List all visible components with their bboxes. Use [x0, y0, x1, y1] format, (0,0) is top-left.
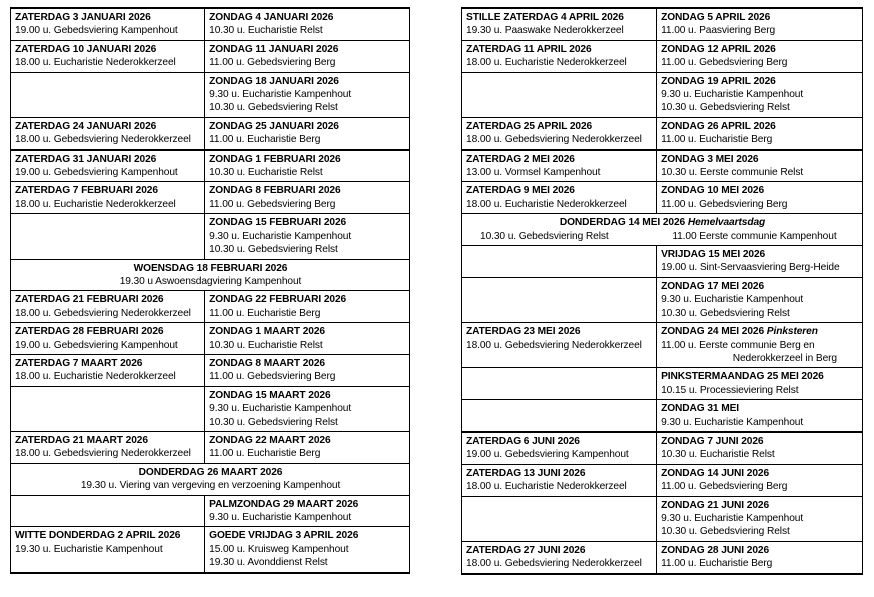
schedule-cell-saturday	[462, 117, 657, 149]
schedule-date-header: DONDERDAG 26 MAART 2026	[138, 466, 283, 478]
schedule-event: 11.00 u. Gebedsviering Berg	[661, 198, 788, 210]
schedule-event: 10.30 u. Eucharistie Relst	[209, 339, 323, 351]
schedule-event: 18.00 u. Gebedsviering Nederokkerzeel	[15, 448, 191, 460]
schedule-cell-sunday	[205, 117, 410, 149]
date-text: ZONDAG 24 MEI 2026	[661, 326, 767, 338]
schedule-cell-sunday	[657, 150, 863, 182]
schedule-cell-full	[11, 259, 410, 291]
schedule-cell-sunday	[657, 496, 863, 541]
schedule-date-header: ZATERDAG 28 FEBRUARI 2026	[15, 326, 164, 338]
feast-name: Hemelvaartsdag	[687, 217, 766, 229]
schedule-date-header: WITTE DONDERDAG 2 APRIL 2026	[15, 530, 181, 542]
table-row	[462, 496, 863, 541]
schedule-date-header: PALMZONDAG 29 MAART 2026	[209, 498, 359, 510]
schedule-cell-saturday	[462, 150, 657, 182]
schedule-table-left	[10, 7, 410, 574]
schedule-cell-saturday	[462, 464, 657, 496]
schedule-cell-saturday	[11, 117, 205, 149]
schedule-event: 11.00 Eerste communie Kampenhout	[672, 230, 837, 242]
schedule-cell-saturday	[11, 182, 205, 214]
schedule-cell-sunday	[205, 182, 410, 214]
schedule-date-header: ZONDAG 8 MAART 2026	[209, 357, 325, 369]
schedule-cell-sunday	[657, 277, 863, 322]
schedule-event: 9.30 u. Eucharistie Kampenhout	[661, 416, 804, 428]
schedule-date-header: ZATERDAG 31 JANUARI 2026	[15, 153, 157, 165]
schedule-date-header: ZONDAG 19 APRIL 2026	[661, 75, 776, 87]
schedule-event: 15.00 u. Kruisweg Kampenhout	[209, 543, 349, 555]
schedule-cell-saturday	[11, 495, 205, 527]
schedule-cell-saturday	[11, 40, 205, 72]
schedule-date-header: ZATERDAG 23 MEI 2026	[466, 326, 581, 338]
schedule-cell-saturday	[462, 277, 657, 322]
schedule-date-header: ZONDAG 5 APRIL 2026	[661, 12, 771, 23]
schedule-cell-saturday	[11, 214, 205, 259]
schedule-cell-sunday	[657, 368, 863, 400]
schedule-date-header: ZONDAG 10 MEI 2026	[661, 185, 765, 197]
schedule-date-header: ZONDAG 14 JUNI 2026	[661, 467, 770, 479]
schedule-event: 11.00 u. Gebedsviering Berg	[661, 481, 788, 493]
table-row	[11, 214, 410, 259]
schedule-event: 11.00 u. Eucharistie Berg	[209, 307, 321, 319]
schedule-date-header: ZONDAG 22 FEBRUARI 2026	[209, 294, 347, 306]
schedule-event: 19.00 u. Gebedsviering Kampenhout	[15, 339, 178, 351]
table-row	[11, 40, 410, 72]
schedule-date-header: PINKSTERMAANDAG 25 MEI 2026	[661, 371, 824, 383]
schedule-date-header: ZATERDAG 7 MAART 2026	[15, 357, 143, 369]
schedule-event: 18.00 u. Eucharistie Nederokkerzeel	[15, 57, 176, 69]
schedule-date-header: ZATERDAG 9 MEI 2026	[466, 185, 575, 197]
schedule-cell-saturday	[11, 354, 205, 386]
table-row	[11, 431, 410, 463]
schedule-date-header: STILLE ZATERDAG 4 APRIL 2026	[466, 12, 624, 23]
schedule-cell-sunday	[657, 464, 863, 496]
schedule-event: 19.30 u. Eucharistie Kampenhout	[15, 543, 163, 555]
schedule-date-header: ZATERDAG 7 FEBRUARI 2026	[15, 185, 158, 197]
schedule-cell-sunday	[657, 117, 863, 149]
table-row	[462, 72, 863, 117]
schedule-event: 19.30 u. Paaswake Nederokkerzeel	[466, 25, 624, 37]
schedule-date-header: ZONDAG 31 MEI	[661, 403, 740, 415]
schedule-event: 19.00 u. Gebedsviering Kampenhout	[15, 25, 178, 37]
table-row	[11, 354, 410, 386]
schedule-event: 9.30 u. Eucharistie Kampenhout	[209, 230, 352, 242]
schedule-cell-sunday	[657, 182, 863, 214]
schedule-cell-saturday	[462, 72, 657, 117]
schedule-event: 10.30 u. Gebedsviering Relst	[209, 244, 338, 256]
table-row	[462, 323, 863, 368]
schedule-cell-sunday	[205, 8, 410, 40]
schedule-cell-sunday	[205, 386, 410, 431]
table-row	[11, 291, 410, 323]
schedule-event: 18.00 u. Eucharistie Nederokkerzeel	[15, 198, 176, 210]
schedule-event: 9.30 u. Eucharistie Kampenhout	[209, 512, 352, 523]
table-row	[11, 150, 410, 182]
schedule-date-header: ZATERDAG 24 JANUARI 2026	[15, 120, 157, 132]
schedule-cell-sunday	[205, 431, 410, 463]
schedule-cell-saturday	[11, 291, 205, 323]
schedule-date-header: ZATERDAG 10 JANUARI 2026	[15, 43, 157, 55]
schedule-date-header: ZONDAG 15 MAART 2026	[209, 389, 331, 401]
schedule-date-header: ZATERDAG 21 FEBRUARI 2026	[15, 294, 164, 306]
table-row	[462, 368, 863, 400]
table-row	[462, 182, 863, 214]
schedule-event: 10.30 u. Eerste communie Relst	[661, 167, 804, 179]
table-row	[462, 40, 863, 72]
schedule-cell-saturday	[11, 150, 205, 182]
table-row	[462, 541, 863, 573]
schedule-date-header: ZONDAG 4 JANUARI 2026	[209, 12, 334, 23]
schedule-date-header: ZONDAG 1 MAART 2026	[209, 326, 325, 338]
schedule-event: 11.00 u. Eucharistie Berg	[209, 448, 321, 460]
schedule-event: 11.00 u. Gebedsviering Berg	[661, 57, 788, 69]
schedule-date-header: ZONDAG 15 FEBRUARI 2026	[209, 217, 347, 229]
schedule-event: 19.30 u Aswoensdagviering Kampenhout	[119, 275, 302, 287]
schedule-event: 11.00 u. Paasviering Berg	[661, 25, 776, 37]
schedule-event: 11.00 u. Eerste communie Berg en	[661, 339, 815, 351]
schedule-date-header: ZONDAG 28 JUNI 2026	[661, 544, 770, 556]
table-row	[462, 432, 863, 464]
table-row	[11, 8, 410, 40]
schedule-cell-saturday	[462, 400, 657, 432]
schedule-event: 18.00 u. Gebedsviering Nederokkerzeel	[15, 307, 191, 319]
schedule-cell-sunday	[205, 323, 410, 355]
schedule-date-header: ZONDAG 1 FEBRUARI 2026	[209, 153, 341, 165]
schedule-event: 19.00 u. Gebedsviering Kampenhout	[466, 449, 629, 461]
schedule-event: 10.30 u. Eucharistie Relst	[661, 449, 775, 461]
schedule-event: 9.30 u. Eucharistie Kampenhout	[209, 403, 352, 415]
schedule-cell-sunday	[205, 291, 410, 323]
schedule-cell-saturday	[462, 246, 657, 278]
schedule-date-header: ZONDAG 7 JUNI 2026	[661, 435, 764, 447]
schedule-event: 11.00 u. Eucharistie Berg	[209, 134, 321, 146]
schedule-event: 10.15 u. Processieviering Relst	[661, 384, 799, 396]
schedule-date-header	[661, 325, 859, 338]
table-row	[11, 259, 410, 291]
schedule-event: 11.00 u. Gebedsviering Berg	[209, 198, 336, 210]
date-text: DONDERDAG 14 MEI 2026	[559, 217, 688, 229]
schedule-event-continued: Nederokkerzeel in Berg	[732, 352, 837, 364]
schedule-cell-sunday	[205, 40, 410, 72]
table-row	[11, 323, 410, 355]
schedule-cell-saturday	[11, 323, 205, 355]
schedule-event: 18.00 u. Gebedsviering Nederokkerzeel	[15, 134, 191, 146]
schedule-cell-sunday	[205, 72, 410, 117]
schedule-event: 10.30 u. Eucharistie Relst	[209, 167, 323, 179]
schedule-date-header: ZONDAG 25 JANUARI 2026	[209, 120, 339, 132]
table-row	[11, 463, 410, 495]
schedule-event: 9.30 u. Eucharistie Kampenhout	[661, 512, 804, 524]
schedule-event: 11.00 u. Gebedsviering Berg	[209, 371, 336, 383]
schedule-event: 10.30 u. Gebedsviering Relst	[209, 102, 338, 114]
table-row	[462, 277, 863, 322]
schedule-event: 18.00 u. Eucharistie Nederokkerzeel	[466, 57, 627, 69]
table-row	[11, 386, 410, 431]
schedule-cell-full	[11, 463, 410, 495]
schedule-event: 9.30 u. Eucharistie Kampenhout	[661, 89, 804, 101]
schedule-event: 11.00 u. Eucharistie Berg	[661, 558, 773, 570]
schedule-cell-sunday	[657, 246, 863, 278]
schedule-event: 11.00 u. Eucharistie Berg	[661, 134, 773, 146]
schedule-cell-saturday	[11, 386, 205, 431]
schedule-cell-sunday	[205, 354, 410, 386]
table-row	[11, 182, 410, 214]
table-row	[11, 72, 410, 117]
schedule-date-header: ZATERDAG 6 JUNI 2026	[466, 435, 580, 447]
schedule-cell-sunday	[657, 432, 863, 464]
schedule-cell-sunday	[657, 323, 863, 368]
schedule-event: 18.00 u. Eucharistie Nederokkerzeel	[15, 371, 176, 383]
schedule-date-header: ZATERDAG 21 MAART 2026	[15, 434, 148, 446]
schedule-date-header: ZATERDAG 3 JANUARI 2026	[15, 12, 151, 23]
table-row	[11, 527, 410, 573]
schedule-event: 19.00 u. Sint-Servaasviering Berg-Heide	[661, 262, 840, 274]
schedule-event: 18.00 u. Eucharistie Nederokkerzeel	[466, 481, 627, 493]
table-row	[462, 400, 863, 432]
schedule-cell-saturday	[11, 8, 205, 40]
schedule-event: 19.30 u. Avonddienst Relst	[209, 557, 328, 569]
schedule-event: 18.00 u. Gebedsviering Nederokkerzeel	[466, 134, 642, 146]
schedule-event: 10.30 u. Eucharistie Relst	[209, 25, 323, 37]
schedule-cell-saturday	[462, 323, 657, 368]
schedule-cell-saturday	[462, 541, 657, 573]
schedule-cell-sunday	[657, 8, 863, 40]
schedule-event: 10.30 u. Gebedsviering Relst	[209, 416, 338, 428]
table-row	[11, 117, 410, 149]
schedule-cell-saturday	[11, 527, 205, 573]
schedule-event: 10.30 u. Gebedsviering Relst	[661, 526, 790, 538]
schedule-date-header: ZATERDAG 13 JUNI 2026	[466, 467, 586, 479]
schedule-cell-saturday	[11, 72, 205, 117]
schedule-date-header: ZONDAG 26 APRIL 2026	[661, 120, 776, 132]
schedule-cell-sunday	[657, 541, 863, 573]
table-row	[462, 246, 863, 278]
schedule-date-header: ZONDAG 18 JANUARI 2026	[209, 75, 339, 87]
feast-name: Pinksteren	[766, 326, 818, 338]
schedule-event: 18.00 u. Eucharistie Nederokkerzeel	[466, 198, 627, 210]
schedule-date-header: ZONDAG 3 MEI 2026	[661, 153, 759, 165]
schedule-event: 11.00 u. Gebedsviering Berg	[209, 57, 336, 69]
schedule-event: 10.30 u. Gebedsviering Relst	[480, 230, 609, 242]
schedule-event: 18.00 u. Gebedsviering Nederokkerzeel	[466, 339, 642, 351]
schedule-date-header	[466, 216, 859, 229]
schedule-date-header: ZONDAG 11 JANUARI 2026	[209, 43, 339, 55]
schedule-event: 19.00 u. Gebedsviering Kampenhout	[15, 167, 178, 179]
table-row	[462, 117, 863, 149]
schedule-date-header: ZONDAG 22 MAART 2026	[209, 434, 331, 446]
schedule-cell-saturday	[462, 496, 657, 541]
schedule-date-header: ZONDAG 12 APRIL 2026	[661, 43, 776, 55]
schedule-event: 9.30 u. Eucharistie Kampenhout	[661, 294, 804, 306]
table-row	[462, 8, 863, 40]
table-row	[462, 214, 863, 246]
table-row	[11, 495, 410, 527]
schedule-cell-sunday	[657, 40, 863, 72]
schedule-cell-sunday	[657, 400, 863, 432]
schedule-event: 18.00 u. Gebedsviering Nederokkerzeel	[466, 558, 642, 570]
schedule-cell-saturday	[462, 182, 657, 214]
schedule-date-header: ZONDAG 17 MEI 2026	[661, 280, 765, 292]
schedule-cell-sunday	[205, 527, 410, 573]
schedule-date-header: ZATERDAG 27 JUNI 2026	[466, 544, 586, 556]
schedule-date-header: GOEDE VRIJDAG 3 APRIL 2026	[209, 530, 359, 542]
schedule-cell-sunday	[205, 495, 410, 527]
schedule-table-right	[461, 7, 863, 575]
schedule-date-header: ZONDAG 21 JUNI 2026	[661, 499, 770, 511]
schedule-event: 10.30 u. Gebedsviering Relst	[661, 307, 790, 319]
schedule-event: 9.30 u. Eucharistie Kampenhout	[209, 89, 352, 101]
schedule-cell-saturday	[462, 40, 657, 72]
schedule-date-header: ZATERDAG 2 MEI 2026	[466, 153, 575, 165]
schedule-cell-sunday	[205, 150, 410, 182]
schedule-date-header: ZATERDAG 25 APRIL 2026	[466, 120, 593, 132]
schedule-cell-sunday	[657, 72, 863, 117]
schedule-event: 19.30 u. Viering van vergeving en verzoening Kampenhout	[80, 480, 341, 492]
schedule-event: 13.00 u. Vormsel Kampenhout	[466, 167, 601, 179]
schedule-date-header: WOENSDAG 18 FEBRUARI 2026	[133, 262, 288, 274]
table-row	[462, 464, 863, 496]
schedule-cell-saturday	[462, 368, 657, 400]
table-row	[462, 150, 863, 182]
schedule-cell-saturday	[11, 431, 205, 463]
schedule-date-header: ZONDAG 8 FEBRUARI 2026	[209, 185, 341, 197]
schedule-cell-saturday	[462, 8, 657, 40]
schedule-cell-full	[462, 214, 863, 246]
schedule-date-header: ZATERDAG 11 APRIL 2026	[466, 43, 592, 55]
schedule-date-header: VRIJDAG 15 MEI 2026	[661, 249, 766, 261]
schedule-event-pair	[466, 230, 859, 243]
schedule-cell-sunday	[205, 214, 410, 259]
schedule-event: 10.30 u. Gebedsviering Relst	[661, 102, 790, 114]
schedule-cell-saturday	[462, 432, 657, 464]
